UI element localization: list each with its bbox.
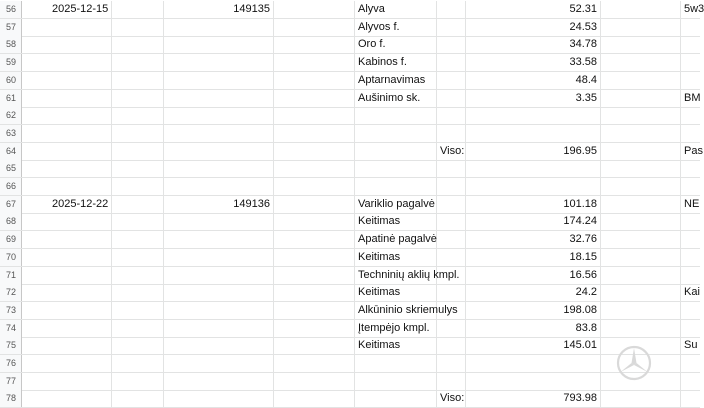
cell-total-label[interactable]: Viso: <box>437 143 466 160</box>
table-row <box>0 107 700 125</box>
cell-item[interactable] <box>355 355 437 372</box>
cell-date[interactable] <box>22 178 112 195</box>
cell-total-label[interactable] <box>437 160 466 177</box>
cell-total-label[interactable] <box>437 231 466 248</box>
cell-invoice-number[interactable] <box>164 267 274 284</box>
cell-empty[interactable] <box>274 302 355 319</box>
mercedes-star-icon <box>616 345 652 381</box>
cell-item[interactable] <box>355 390 437 407</box>
cell-invoice-number[interactable] <box>164 355 274 372</box>
cell-note[interactable] <box>681 302 700 319</box>
table-row <box>0 284 700 302</box>
cell-amount[interactable]: 174.24 <box>466 213 601 230</box>
cell-empty[interactable] <box>112 196 164 213</box>
cell-invoice-number[interactable] <box>164 302 274 319</box>
row-header[interactable]: 77 <box>0 373 22 390</box>
cell-item[interactable]: Variklio pagalvė <box>355 196 437 213</box>
cell-empty[interactable] <box>112 178 164 195</box>
cell-empty[interactable] <box>601 284 681 301</box>
cell-empty[interactable] <box>112 267 164 284</box>
cell-item[interactable] <box>355 178 437 195</box>
cell-empty[interactable] <box>112 143 164 160</box>
cell-empty[interactable] <box>112 302 164 319</box>
cell-empty[interactable] <box>112 213 164 230</box>
cell-invoice-number[interactable] <box>164 390 274 407</box>
cell-date[interactable] <box>22 373 112 390</box>
cell-item[interactable]: Techninių aklių kmpl. <box>355 267 437 284</box>
cell-total-label[interactable] <box>437 90 466 107</box>
cell-date[interactable] <box>22 143 112 160</box>
cell-empty[interactable] <box>274 178 355 195</box>
table-row <box>0 178 700 196</box>
cell-invoice-number[interactable] <box>164 160 274 177</box>
cell-item[interactable]: Alyva <box>355 1 437 18</box>
cell-total-label[interactable] <box>437 196 466 213</box>
cell-date[interactable] <box>22 284 112 301</box>
cell-invoice-number[interactable]: 149135 <box>164 1 274 18</box>
cell-invoice-number[interactable] <box>164 125 274 142</box>
cell-empty[interactable] <box>274 355 355 372</box>
cell-empty[interactable] <box>274 390 355 407</box>
cell-amount[interactable]: 48.4 <box>466 72 601 89</box>
cell-item[interactable]: Keitimas <box>355 337 437 354</box>
cell-date[interactable] <box>22 54 112 71</box>
table-row <box>0 320 700 338</box>
cell-item[interactable]: Keitimas <box>355 213 437 230</box>
cell-date[interactable] <box>22 90 112 107</box>
cell-amount[interactable] <box>466 373 601 390</box>
cell-invoice-number[interactable] <box>164 337 274 354</box>
cell-empty[interactable] <box>112 284 164 301</box>
cell-empty[interactable] <box>274 19 355 36</box>
cell-date[interactable] <box>22 302 112 319</box>
table-row <box>0 72 700 90</box>
cell-amount[interactable] <box>466 178 601 195</box>
cell-invoice-number[interactable] <box>164 320 274 337</box>
table-row <box>0 390 700 408</box>
cell-item[interactable]: Kabinos f. <box>355 54 437 71</box>
table-row <box>0 143 703 161</box>
cell-note[interactable] <box>681 19 700 36</box>
cell-empty[interactable] <box>112 355 164 372</box>
cell-item[interactable]: Keitimas <box>355 284 437 301</box>
cell-empty[interactable] <box>112 249 164 266</box>
table-row <box>0 213 700 231</box>
row-header[interactable]: 62 <box>0 107 22 124</box>
cell-empty[interactable] <box>601 107 681 124</box>
cell-invoice-number[interactable] <box>164 36 274 53</box>
cell-empty[interactable] <box>601 302 681 319</box>
cell-amount[interactable]: 52.31 <box>466 1 601 18</box>
cell-empty[interactable] <box>274 284 355 301</box>
cell-empty[interactable] <box>112 19 164 36</box>
cell-item[interactable]: Oro f. <box>355 36 437 53</box>
cell-total-label[interactable] <box>437 373 466 390</box>
cell-total-label[interactable] <box>437 337 466 354</box>
cell-note[interactable]: Su <box>684 339 698 352</box>
cell-date[interactable] <box>22 249 112 266</box>
cell-date[interactable] <box>22 355 112 372</box>
cell-note[interactable] <box>681 373 700 390</box>
cell-amount[interactable] <box>466 125 601 142</box>
cell-empty[interactable] <box>274 196 355 213</box>
cell-total-label[interactable] <box>437 125 466 142</box>
cell-item[interactable]: Įtempėjo kmpl. <box>355 320 437 337</box>
cell-empty[interactable] <box>601 160 681 177</box>
row-header[interactable]: 68 <box>0 213 22 230</box>
cell-total-label[interactable] <box>437 267 466 284</box>
cell-empty[interactable] <box>274 231 355 248</box>
cell-empty[interactable] <box>601 1 681 18</box>
cell-empty[interactable] <box>112 373 164 390</box>
cell-invoice-number[interactable]: 149136 <box>164 196 274 213</box>
row-header[interactable]: 74 <box>0 320 22 337</box>
cell-note[interactable]: 5w3 <box>684 3 704 15</box>
cell-amount[interactable] <box>466 160 601 177</box>
row-header[interactable]: 70 <box>0 249 22 266</box>
cell-date[interactable] <box>22 337 112 354</box>
row-header[interactable]: 65 <box>0 160 22 177</box>
table-row <box>0 337 700 355</box>
cell-amount[interactable]: 196.95 <box>466 143 601 160</box>
cell-empty[interactable] <box>112 231 164 248</box>
cell-item[interactable]: Alkūninio skriemulys <box>355 302 437 319</box>
cell-date[interactable] <box>22 107 112 124</box>
cell-empty[interactable] <box>274 1 355 18</box>
cell-date[interactable]: 2025-12-15 <box>22 1 112 18</box>
row-header[interactable]: 63 <box>0 125 22 142</box>
cell-item[interactable]: Aušinimo sk. <box>355 90 437 107</box>
cell-invoice-number[interactable] <box>164 231 274 248</box>
cell-invoice-number[interactable] <box>164 249 274 266</box>
cell-item[interactable]: Apatinė pagalvė <box>355 231 437 248</box>
row-header[interactable]: 59 <box>0 54 22 71</box>
cell-note[interactable] <box>681 390 700 407</box>
cell-empty[interactable] <box>601 213 681 230</box>
cell-empty[interactable] <box>112 54 164 71</box>
cell-amount[interactable]: 34.78 <box>466 36 601 53</box>
table-row <box>0 196 700 214</box>
cell-empty[interactable] <box>274 107 355 124</box>
cell-empty[interactable] <box>601 36 681 53</box>
cell-empty[interactable] <box>112 337 164 354</box>
cell-invoice-number[interactable] <box>164 54 274 71</box>
cell-total-label[interactable] <box>437 355 466 372</box>
cell-amount[interactable]: 83.8 <box>466 320 601 337</box>
cell-empty[interactable] <box>274 249 355 266</box>
cell-note[interactable] <box>681 36 700 53</box>
row-header[interactable]: 60 <box>0 72 22 89</box>
cell-total-label[interactable]: Viso: <box>437 390 466 407</box>
table-row <box>0 1 704 19</box>
cell-empty[interactable] <box>112 107 164 124</box>
cell-amount[interactable]: 101.18 <box>466 196 601 213</box>
cell-empty[interactable] <box>112 160 164 177</box>
cell-amount[interactable]: 33.58 <box>466 54 601 71</box>
cell-empty[interactable] <box>274 337 355 354</box>
cell-empty[interactable] <box>601 196 681 213</box>
cell-item[interactable] <box>355 143 437 160</box>
cell-empty[interactable] <box>601 178 681 195</box>
cell-total-label[interactable] <box>437 1 466 18</box>
cell-empty[interactable] <box>274 36 355 53</box>
cell-amount[interactable]: 145.01 <box>466 337 601 354</box>
table-row <box>0 373 700 391</box>
cell-note[interactable] <box>681 107 700 124</box>
cell-empty[interactable] <box>112 390 164 407</box>
cell-amount[interactable] <box>466 107 601 124</box>
row-header[interactable]: 58 <box>0 36 22 53</box>
cell-note[interactable] <box>681 178 700 195</box>
cell-item[interactable]: Keitimas <box>355 249 437 266</box>
cell-empty[interactable] <box>112 90 164 107</box>
row-header[interactable]: 76 <box>0 355 22 372</box>
cell-date[interactable] <box>22 36 112 53</box>
cell-empty[interactable] <box>274 267 355 284</box>
cell-total-label[interactable] <box>437 284 466 301</box>
cell-amount[interactable] <box>466 355 601 372</box>
cell-note[interactable] <box>681 231 700 248</box>
cell-empty[interactable] <box>274 90 355 107</box>
table-row <box>0 267 700 285</box>
cell-note[interactable] <box>681 72 700 89</box>
cell-note[interactable] <box>681 267 700 284</box>
cell-empty[interactable] <box>112 320 164 337</box>
cell-item[interactable]: Alyvos f. <box>355 19 437 36</box>
cell-invoice-number[interactable] <box>164 90 274 107</box>
cell-empty[interactable] <box>601 320 681 337</box>
cell-empty[interactable] <box>112 1 164 18</box>
cell-empty[interactable] <box>601 19 681 36</box>
cell-empty[interactable] <box>274 54 355 71</box>
cell-amount[interactable]: 18.15 <box>466 249 601 266</box>
cell-date[interactable] <box>22 267 112 284</box>
row-header[interactable]: 61 <box>0 90 22 107</box>
cell-note[interactable]: Kai <box>684 286 700 299</box>
table-row <box>0 54 700 72</box>
cell-amount[interactable]: 3.35 <box>466 90 601 107</box>
row-header[interactable]: 72 <box>0 284 22 301</box>
cell-amount[interactable]: 24.2 <box>466 284 601 301</box>
cell-total-label[interactable] <box>437 107 466 124</box>
cell-empty[interactable] <box>274 125 355 142</box>
row-header[interactable]: 78 <box>0 390 22 407</box>
cell-amount[interactable]: 793.98 <box>466 390 601 407</box>
cell-date[interactable] <box>22 160 112 177</box>
row-header[interactable]: 75 <box>0 337 22 354</box>
cell-empty[interactable] <box>274 320 355 337</box>
table-row <box>0 90 700 108</box>
cell-total-label[interactable] <box>437 302 466 319</box>
cell-empty[interactable] <box>274 143 355 160</box>
cell-total-label[interactable] <box>437 178 466 195</box>
cell-total-label[interactable] <box>437 249 466 266</box>
cell-amount[interactable]: 24.53 <box>466 19 601 36</box>
cell-item[interactable] <box>355 125 437 142</box>
cell-invoice-number[interactable] <box>164 213 274 230</box>
cell-date[interactable]: 2025-12-22 <box>22 196 112 213</box>
cell-invoice-number[interactable] <box>164 107 274 124</box>
cell-empty[interactable] <box>601 54 681 71</box>
cell-amount[interactable]: 32.76 <box>466 231 601 248</box>
cell-invoice-number[interactable] <box>164 19 274 36</box>
cell-note[interactable]: NE <box>684 197 700 210</box>
cell-amount[interactable]: 198.08 <box>466 302 601 319</box>
cell-date[interactable] <box>22 320 112 337</box>
cell-total-label[interactable] <box>437 213 466 230</box>
cell-invoice-number[interactable] <box>164 72 274 89</box>
row-header[interactable]: 73 <box>0 302 22 319</box>
cell-note[interactable]: Pas <box>684 144 703 157</box>
cell-empty[interactable] <box>601 231 681 248</box>
cell-note[interactable] <box>681 160 700 177</box>
cell-note[interactable] <box>681 355 700 372</box>
cell-date[interactable] <box>22 72 112 89</box>
row-header[interactable]: 69 <box>0 231 22 248</box>
row-header[interactable]: 57 <box>0 19 22 36</box>
cell-total-label[interactable] <box>437 54 466 71</box>
table-row <box>0 160 700 178</box>
cell-empty[interactable] <box>601 125 681 142</box>
cell-empty[interactable] <box>601 90 681 107</box>
cell-note[interactable] <box>681 213 700 230</box>
row-header[interactable]: 66 <box>0 178 22 195</box>
cell-date[interactable] <box>22 19 112 36</box>
cell-note[interactable] <box>681 320 700 337</box>
cell-empty[interactable] <box>601 72 681 89</box>
cell-empty[interactable] <box>601 267 681 284</box>
cell-empty[interactable] <box>274 160 355 177</box>
cell-note[interactable]: BM <box>684 91 701 104</box>
table-row <box>0 355 700 373</box>
row-header[interactable]: 56 <box>0 1 22 18</box>
row-header[interactable]: 67 <box>0 196 22 213</box>
table-row <box>0 125 700 143</box>
cell-empty[interactable] <box>601 249 681 266</box>
cell-empty[interactable] <box>112 125 164 142</box>
cell-empty[interactable] <box>112 72 164 89</box>
cell-total-label[interactable] <box>437 72 466 89</box>
cell-empty[interactable] <box>274 373 355 390</box>
cell-empty[interactable] <box>274 213 355 230</box>
row-header[interactable]: 64 <box>0 143 22 160</box>
table-row <box>0 249 700 267</box>
table-row <box>0 36 700 54</box>
cell-empty[interactable] <box>112 36 164 53</box>
cell-item[interactable]: Aptarnavimas <box>355 72 437 89</box>
table-row <box>0 302 700 320</box>
cell-item[interactable] <box>355 373 437 390</box>
cell-date[interactable] <box>22 231 112 248</box>
table-row <box>0 231 700 249</box>
cell-total-label[interactable] <box>437 320 466 337</box>
cell-invoice-number[interactable] <box>164 284 274 301</box>
cell-empty[interactable] <box>601 390 681 407</box>
row-header[interactable]: 71 <box>0 267 22 284</box>
cell-invoice-number[interactable] <box>164 143 274 160</box>
cell-note[interactable] <box>681 54 700 71</box>
cell-note[interactable] <box>681 125 700 142</box>
cell-invoice-number[interactable] <box>164 178 274 195</box>
table-row <box>0 19 700 37</box>
cell-total-label[interactable] <box>437 36 466 53</box>
cell-invoice-number[interactable] <box>164 373 274 390</box>
cell-note[interactable] <box>681 249 700 266</box>
cell-total-label[interactable] <box>437 19 466 36</box>
cell-date[interactable] <box>22 213 112 230</box>
cell-date[interactable] <box>22 390 112 407</box>
cell-item[interactable] <box>355 107 437 124</box>
cell-item[interactable] <box>355 160 437 177</box>
cell-amount[interactable]: 16.56 <box>466 267 601 284</box>
cell-empty[interactable] <box>601 143 681 160</box>
cell-date[interactable] <box>22 125 112 142</box>
cell-empty[interactable] <box>274 72 355 89</box>
